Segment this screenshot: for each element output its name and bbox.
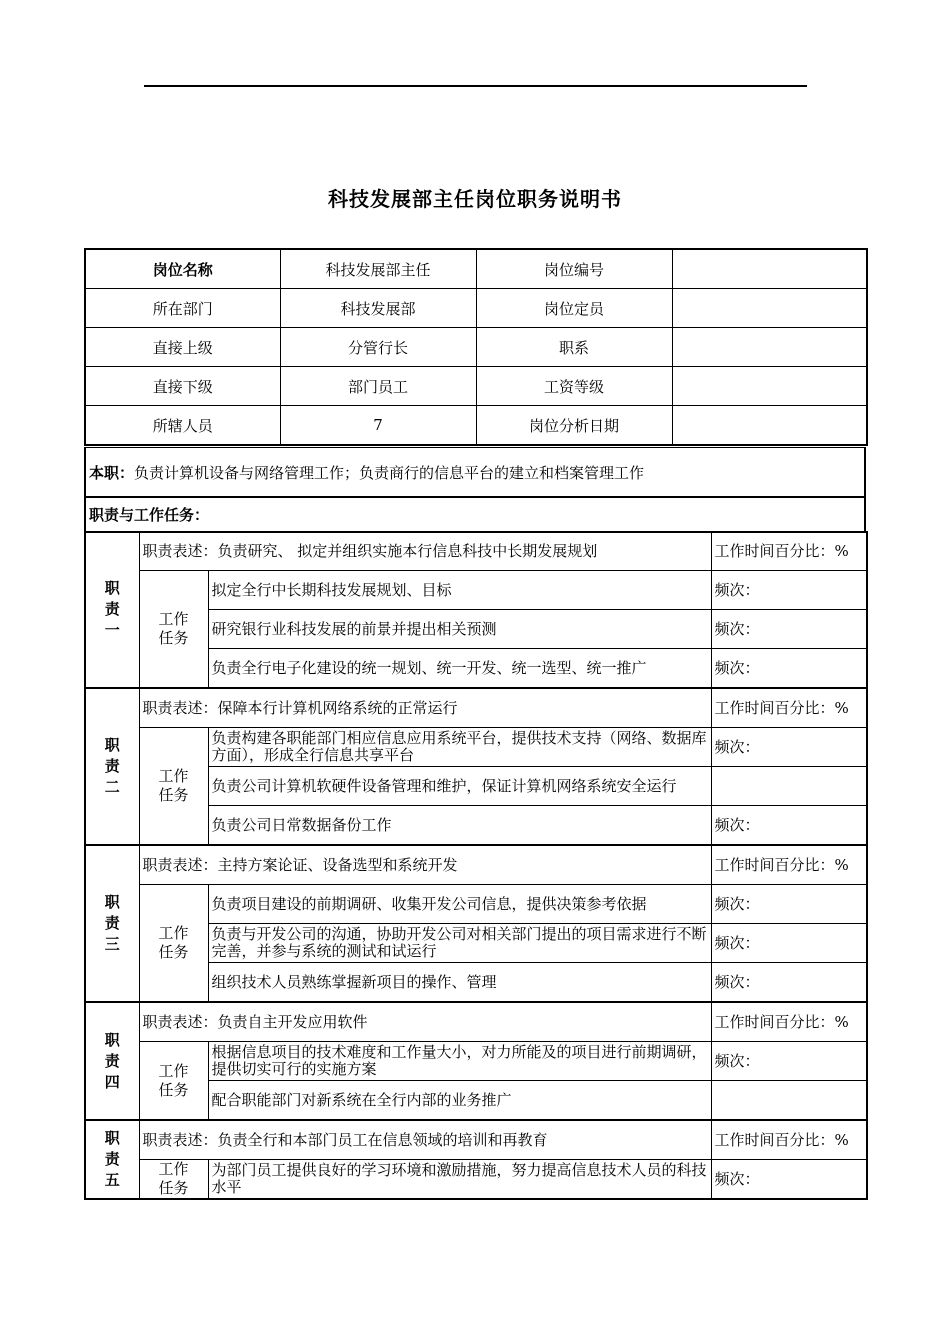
task-frequency: 频次： (711, 571, 867, 610)
info-value (672, 367, 867, 406)
info-label: 直接下级 (85, 367, 280, 406)
duties-header: 职责与工作任务： (85, 498, 865, 533)
task-frequency: 频次： (711, 963, 867, 1003)
duty-percent: 工作时间百分比：% (711, 532, 867, 571)
duty-name: 职 责 二 (85, 688, 139, 845)
task-text: 负责与开发公司的沟通，协助开发公司对相关部门提出的项目需求进行不断完善，并参与系统的测试和试运行 (208, 924, 711, 963)
info-row (85, 406, 867, 446)
info-value: 7 (280, 406, 476, 446)
task-text: 根据信息项目的技术难度和工作量大小，对力所能及的项目进行前期调研，提供切实可行的实施方案 (208, 1042, 711, 1081)
info-label: 直接上级 (85, 328, 280, 367)
work-task-label: 工作 任务 (139, 1160, 208, 1200)
task-frequency: 频次： (711, 924, 867, 963)
info-value: 部门员工 (280, 367, 476, 406)
task-row (85, 728, 867, 767)
task-frequency: 频次： (711, 806, 867, 846)
duty-name: 职 责 五 (85, 1120, 139, 1199)
info-value: 分管行长 (280, 328, 476, 367)
work-task-label: 工作 任务 (139, 1042, 208, 1121)
duty-percent: 工作时间百分比：% (711, 1120, 867, 1160)
task-row (85, 1042, 867, 1081)
info-label: 岗位定员 (476, 289, 672, 328)
duty-statement-row (85, 845, 867, 885)
summary-label: 本职： (89, 463, 135, 482)
task-row (85, 1160, 867, 1200)
duties-table (84, 531, 868, 1200)
task-text: 组织技术人员熟练掌握新项目的操作、管理 (208, 963, 711, 1003)
info-value (672, 406, 867, 446)
task-row (85, 571, 867, 610)
page-title: 科技发展部主任岗位职务说明书 (328, 187, 622, 211)
work-task-label: 工作 任务 (139, 571, 208, 689)
task-text: 为部门员工提供良好的学习环境和激励措施，努力提高信息技术人员的科技水平 (208, 1160, 711, 1200)
duty-statement: 职责表述：主持方案论证、设备选型和系统开发 (139, 845, 711, 885)
work-task-label: 工作 任务 (139, 885, 208, 1003)
duty-statement-row (85, 1120, 867, 1160)
task-text: 研究银行业科技发展的前景并提出相关预测 (208, 610, 711, 649)
task-frequency (711, 1081, 867, 1121)
task-text: 负责项目建设的前期调研、收集开发公司信息，提供决策参考依据 (208, 885, 711, 924)
info-row (85, 289, 867, 328)
work-task-label: 工作 任务 (139, 728, 208, 846)
duty-statement: 职责表述：负责研究、 拟定并组织实施本行信息科技中长期发展规划 (139, 532, 711, 571)
task-frequency: 频次： (711, 1042, 867, 1081)
duty-statement: 职责表述：保障本行计算机网络系统的正常运行 (139, 688, 711, 728)
basic-info-table (84, 248, 868, 446)
duty-name: 职 责 一 (85, 532, 139, 689)
info-value (672, 249, 867, 289)
info-value (672, 289, 867, 328)
task-frequency: 频次： (711, 1160, 867, 1200)
duties-header-table (84, 497, 866, 533)
summary-cell (85, 448, 865, 498)
duty-name: 职 责 三 (85, 845, 139, 1002)
task-frequency: 频次： (711, 649, 867, 689)
info-row (85, 328, 867, 367)
info-value: 科技发展部主任 (280, 249, 476, 289)
task-frequency (711, 767, 867, 806)
task-text: 负责全行电子化建设的统一规划、统一开发、统一选型、统一推广 (208, 649, 711, 689)
info-label: 所在部门 (85, 289, 280, 328)
duty-statement: 职责表述：负责全行和本部门员工在信息领域的培训和再教育 (139, 1120, 711, 1160)
info-label: 岗位名称 (85, 249, 280, 289)
task-frequency: 频次： (711, 610, 867, 649)
summary-text: 负责计算机设备与网络管理工作；负责商行的信息平台的建立和档案管理工作 (134, 463, 645, 482)
duty-name: 职 责 四 (85, 1002, 139, 1120)
summary-table (84, 447, 866, 498)
duty-statement-row (85, 1002, 867, 1042)
duty-statement: 职责表述：负责自主开发应用软件 (139, 1002, 711, 1042)
task-text: 配合职能部门对新系统在全行内部的业务推广 (208, 1081, 711, 1121)
info-value (672, 328, 867, 367)
info-row (85, 367, 867, 406)
task-row (85, 885, 867, 924)
task-text: 拟定全行中长期科技发展规划、目标 (208, 571, 711, 610)
info-value: 科技发展部 (280, 289, 476, 328)
info-label: 岗位分析日期 (476, 406, 672, 446)
duty-statement-row (85, 688, 867, 728)
task-text: 负责公司日常数据备份工作 (208, 806, 711, 846)
info-label: 工资等级 (476, 367, 672, 406)
task-frequency: 频次： (711, 885, 867, 924)
duty-percent: 工作时间百分比：% (711, 1002, 867, 1042)
header-rule (144, 85, 807, 87)
duty-percent: 工作时间百分比：% (711, 845, 867, 885)
info-label: 所辖人员 (85, 406, 280, 446)
task-text: 负责构建各职能部门相应信息应用系统平台，提供技术支持（网络、数据库方面），形成全行信息共享平台 (208, 728, 711, 767)
task-frequency: 频次： (711, 728, 867, 767)
info-label: 岗位编号 (476, 249, 672, 289)
info-row (85, 249, 867, 289)
info-label: 职系 (476, 328, 672, 367)
task-text: 负责公司计算机软硬件设备管理和维护，保证计算机网络系统安全运行 (208, 767, 711, 806)
duty-percent: 工作时间百分比：% (711, 688, 867, 728)
duty-statement-row (85, 532, 867, 571)
